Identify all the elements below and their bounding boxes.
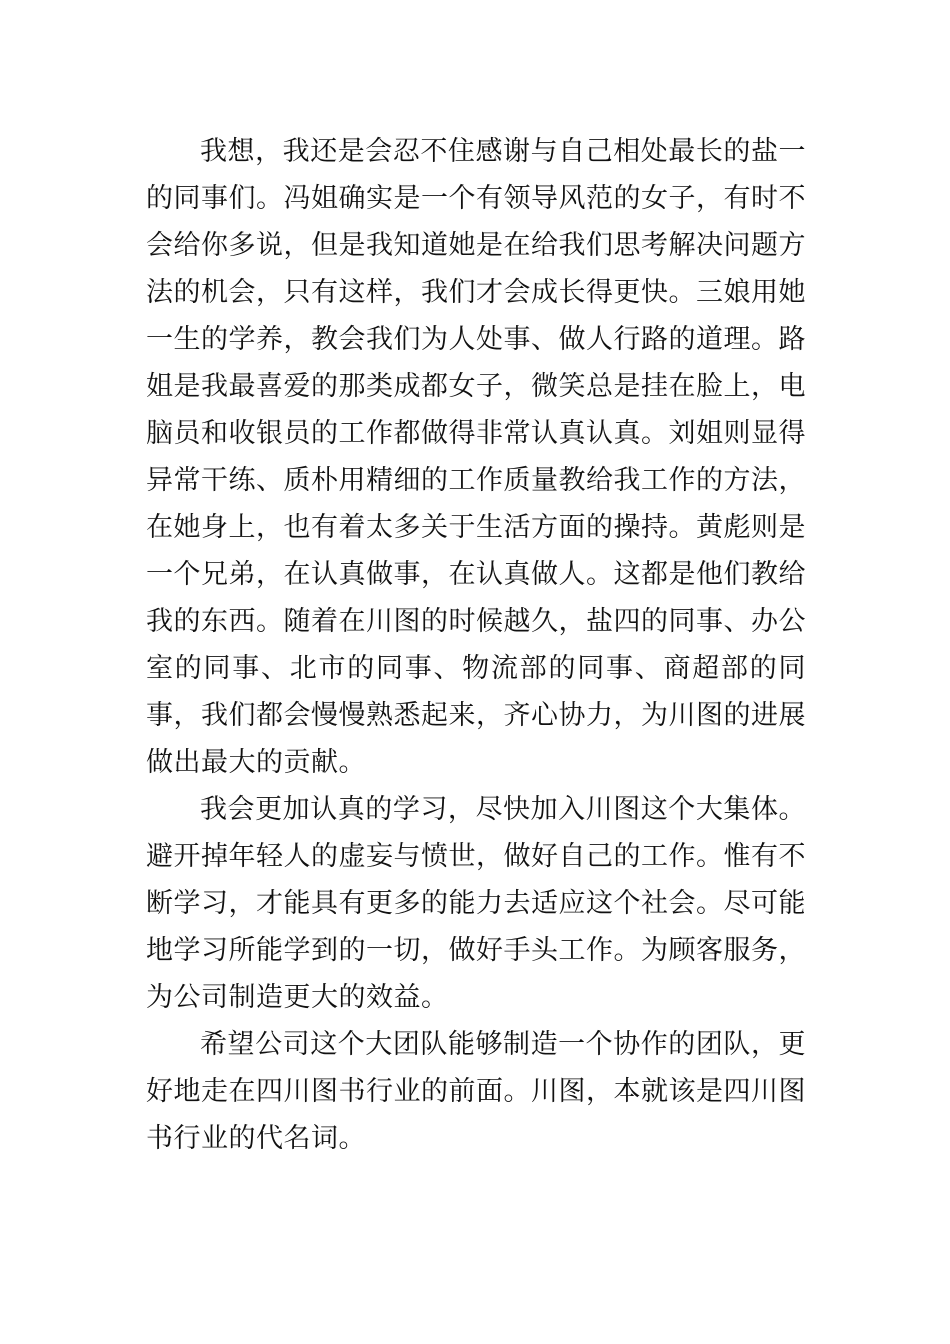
document-body (146, 128, 806, 1162)
paragraph-learning-commitment: 我会更加认真的学习，尽快加入川图这个大集体。避开掉年轻人的虚妄与愤世，做好自己的工作。惟有不断学习，才能具有更多的能力去适应这个社会。尽可能地学习所能学到的一切，做好手头工作。为顾客服务，为公司制造更大的效益。 (146, 794, 806, 1013)
paragraph-team-hope: 希望公司这个大团队能够制造一个协作的团队，更好地走在四川图书行业的前面。川图，本就该是四川图书行业的代名词。 (146, 1029, 806, 1154)
paragraph-thanks-colleagues: 我想，我还是会忍不住感谢与自己相处最长的盐一的同事们。冯姐确实是一个有领导风范的女子，有时不会给你多说，但是我知道她是在给我们思考解决问题方法的机会，只有这样，我们才会成长得更快。三娘用她一生的学养，教会我们为人处事、做人行路的道理。路姐是我最喜爱的那类成都女子，微笑总是挂在脸上，电脑员和收银员的工作都做得非常认真认真。刘姐则显得异常干练、质朴用精细的工作质量教给我工作的方法，在她身上，也有着太多关于生活方面的操持。黄彪则是一个兄弟，在认真做事，在认真做人。这都是他们教给我的东西。随着在川图的时候越久，盐四的同事、办公室的同事、北市的同事、物流部的同事、商超部的同事，我们都会慢慢熟悉起来，齐心协力，为川图的进展做出最大的贡献。 (146, 136, 806, 778)
